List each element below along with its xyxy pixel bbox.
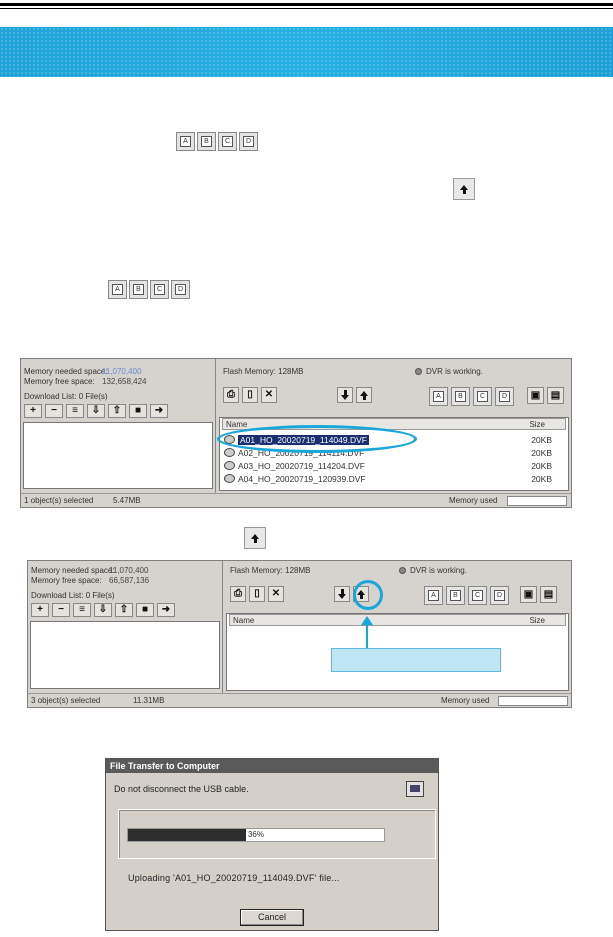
dvr-status-icon bbox=[415, 368, 422, 375]
selected-file-highlight bbox=[217, 425, 417, 453]
move-down-button[interactable]: ⇩ bbox=[87, 404, 105, 418]
file-row[interactable]: A03_HO_20020719_114204.DVF 20KB bbox=[224, 460, 562, 472]
move-up-button[interactable]: ⇧ bbox=[115, 603, 133, 617]
download-toolbar bbox=[24, 404, 168, 418]
folder-a-button[interactable]: A bbox=[429, 387, 448, 406]
folder-c-icon: C bbox=[218, 132, 237, 151]
upload-button-highlight bbox=[353, 580, 383, 610]
dvr-status-icon bbox=[399, 567, 406, 574]
folder-toolbar bbox=[424, 586, 509, 605]
folder-b-button[interactable]: B bbox=[451, 387, 470, 406]
memory-free-value: 132,658,424 bbox=[102, 377, 147, 386]
upload-status-text: Uploading 'A01_HO_20020719_114049.DVF' file... bbox=[128, 873, 340, 883]
status-bar bbox=[21, 493, 571, 507]
remove-button[interactable]: − bbox=[45, 404, 63, 418]
add-button[interactable]: + bbox=[24, 404, 42, 418]
status-memory-used: Memory used bbox=[441, 696, 490, 705]
memory-free-label: Memory free space: bbox=[31, 576, 102, 585]
folder-c-icon: C bbox=[150, 280, 169, 299]
cancel-button[interactable]: Cancel bbox=[240, 909, 304, 926]
move-up-button[interactable]: ⇧ bbox=[108, 404, 126, 418]
folder-a-icon: A bbox=[176, 132, 195, 151]
upload-arrow-button[interactable] bbox=[356, 387, 372, 403]
remove-button[interactable]: − bbox=[52, 603, 70, 617]
callout-arrow bbox=[366, 624, 368, 649]
folder-d-button[interactable]: D bbox=[490, 586, 509, 605]
list-view-icon[interactable]: ▤ bbox=[540, 586, 557, 603]
dialog-message: Do not disconnect the USB cable. bbox=[114, 784, 249, 794]
dvr-status-text: DVR is working. bbox=[426, 367, 483, 376]
column-name-header[interactable]: Name bbox=[233, 616, 255, 625]
save-button[interactable]: ■ bbox=[129, 404, 147, 418]
section-banner bbox=[0, 27, 613, 77]
upload-arrow-icon bbox=[453, 178, 475, 200]
status-selected: 1 object(s) selected bbox=[24, 496, 94, 505]
flash-memory-panel bbox=[217, 359, 571, 493]
dialog-title: File Transfer to Computer bbox=[106, 759, 438, 773]
save-button[interactable]: ■ bbox=[136, 603, 154, 617]
status-size: 11.31MB bbox=[133, 696, 165, 705]
view-toolbar bbox=[520, 586, 557, 603]
folder-b-icon: B bbox=[129, 280, 148, 299]
dvr-file-icon bbox=[224, 474, 235, 483]
download-panel bbox=[21, 359, 216, 493]
folder-c-button[interactable]: C bbox=[468, 586, 487, 605]
download-list-label: Download List: 0 File(s) bbox=[31, 591, 115, 600]
file-row[interactable]: A04_HO_20020719_120939.DVF 20KB bbox=[224, 473, 562, 485]
download-list-area[interactable] bbox=[23, 422, 213, 489]
memory-free-label: Memory free space: bbox=[24, 377, 95, 386]
flash-memory-panel bbox=[224, 561, 571, 693]
status-selected: 3 object(s) selected bbox=[31, 696, 101, 705]
progress-bar bbox=[127, 828, 385, 842]
delete-icon[interactable]: ✕ bbox=[268, 586, 284, 602]
download-manager-window-1 bbox=[20, 358, 572, 508]
top-rule-thick bbox=[0, 3, 613, 6]
status-memory-used: Memory used bbox=[449, 496, 498, 505]
folder-b-button[interactable]: B bbox=[446, 586, 465, 605]
folder-d-button[interactable]: D bbox=[495, 387, 514, 406]
file-list-header bbox=[229, 614, 566, 626]
flash-toolbar-left bbox=[223, 387, 277, 403]
document-icon[interactable]: ▯ bbox=[249, 586, 265, 602]
progress-frame bbox=[118, 809, 436, 859]
download-list-label: Download List: 0 File(s) bbox=[24, 392, 108, 401]
callout-box bbox=[331, 648, 501, 672]
memory-used-bar bbox=[498, 696, 568, 706]
folder-a-button[interactable]: A bbox=[424, 586, 443, 605]
folder-icon-group-2 bbox=[108, 280, 190, 299]
list-view-icon[interactable]: ▤ bbox=[547, 387, 564, 404]
memory-needed-label: Memory needed space: bbox=[31, 566, 115, 575]
memory-needed-label: Memory needed space: bbox=[24, 367, 108, 376]
column-size-header[interactable]: Size bbox=[529, 616, 545, 625]
download-list-area[interactable] bbox=[30, 621, 220, 689]
download-manager-window-2 bbox=[27, 560, 572, 708]
dvr-file-icon bbox=[224, 461, 235, 470]
printer-icon[interactable]: ⎙ bbox=[223, 387, 239, 403]
dvr-file-icon bbox=[224, 448, 235, 457]
upload-arrow-icon bbox=[244, 527, 266, 549]
dvr-status-text: DVR is working. bbox=[410, 566, 467, 575]
file-row[interactable]: A02_HO_20020719_114114.DVF 20KB bbox=[224, 447, 562, 459]
add-button[interactable]: + bbox=[31, 603, 49, 617]
folder-d-icon: D bbox=[239, 132, 258, 151]
folder-b-icon: B bbox=[197, 132, 216, 151]
printer-icon[interactable]: ⎙ bbox=[230, 586, 246, 602]
memory-needed-value: 11,070,400 bbox=[109, 566, 149, 575]
folder-c-button[interactable]: C bbox=[473, 387, 492, 406]
send-button[interactable]: ➜ bbox=[150, 404, 168, 418]
column-size-header[interactable]: Size bbox=[529, 420, 545, 429]
download-arrow-button[interactable] bbox=[334, 586, 350, 602]
status-bar bbox=[28, 693, 571, 707]
delete-icon[interactable]: ✕ bbox=[261, 387, 277, 403]
flash-memory-label: Flash Memory: 128MB bbox=[223, 367, 304, 376]
large-icons-view-icon[interactable]: ▣ bbox=[527, 387, 544, 404]
transfer-toolbar bbox=[337, 387, 372, 403]
send-button[interactable]: ➜ bbox=[157, 603, 175, 617]
memory-used-bar bbox=[507, 496, 567, 506]
flash-memory-label: Flash Memory: 128MB bbox=[230, 566, 311, 575]
document-icon[interactable]: ▯ bbox=[242, 387, 258, 403]
list-button[interactable]: ≡ bbox=[66, 404, 84, 418]
progress-percent: 36% bbox=[247, 830, 264, 839]
file-row-selected[interactable]: A01_HO_20020719_114049.DVF 20KB bbox=[224, 434, 562, 446]
download-panel bbox=[28, 561, 223, 693]
computer-icon bbox=[406, 781, 424, 797]
download-arrow-button[interactable] bbox=[337, 387, 353, 403]
folder-a-icon: A bbox=[108, 280, 127, 299]
list-button[interactable]: ≡ bbox=[73, 603, 91, 617]
folder-icon-group-1 bbox=[176, 132, 258, 151]
download-toolbar bbox=[31, 603, 175, 617]
view-toolbar bbox=[527, 387, 564, 404]
move-down-button[interactable]: ⇩ bbox=[94, 603, 112, 617]
large-icons-view-icon[interactable]: ▣ bbox=[520, 586, 537, 603]
status-size: 5.47MB bbox=[113, 496, 141, 505]
folder-d-icon: D bbox=[171, 280, 190, 299]
folder-toolbar bbox=[429, 387, 514, 406]
flash-toolbar-left bbox=[230, 586, 284, 602]
file-transfer-dialog bbox=[105, 758, 439, 931]
column-name-header[interactable]: Name bbox=[226, 420, 248, 429]
memory-free-value: 66,587,136 bbox=[109, 576, 150, 585]
top-rule-thin bbox=[0, 8, 613, 9]
memory-needed-value: 11,070,400 bbox=[102, 367, 142, 376]
